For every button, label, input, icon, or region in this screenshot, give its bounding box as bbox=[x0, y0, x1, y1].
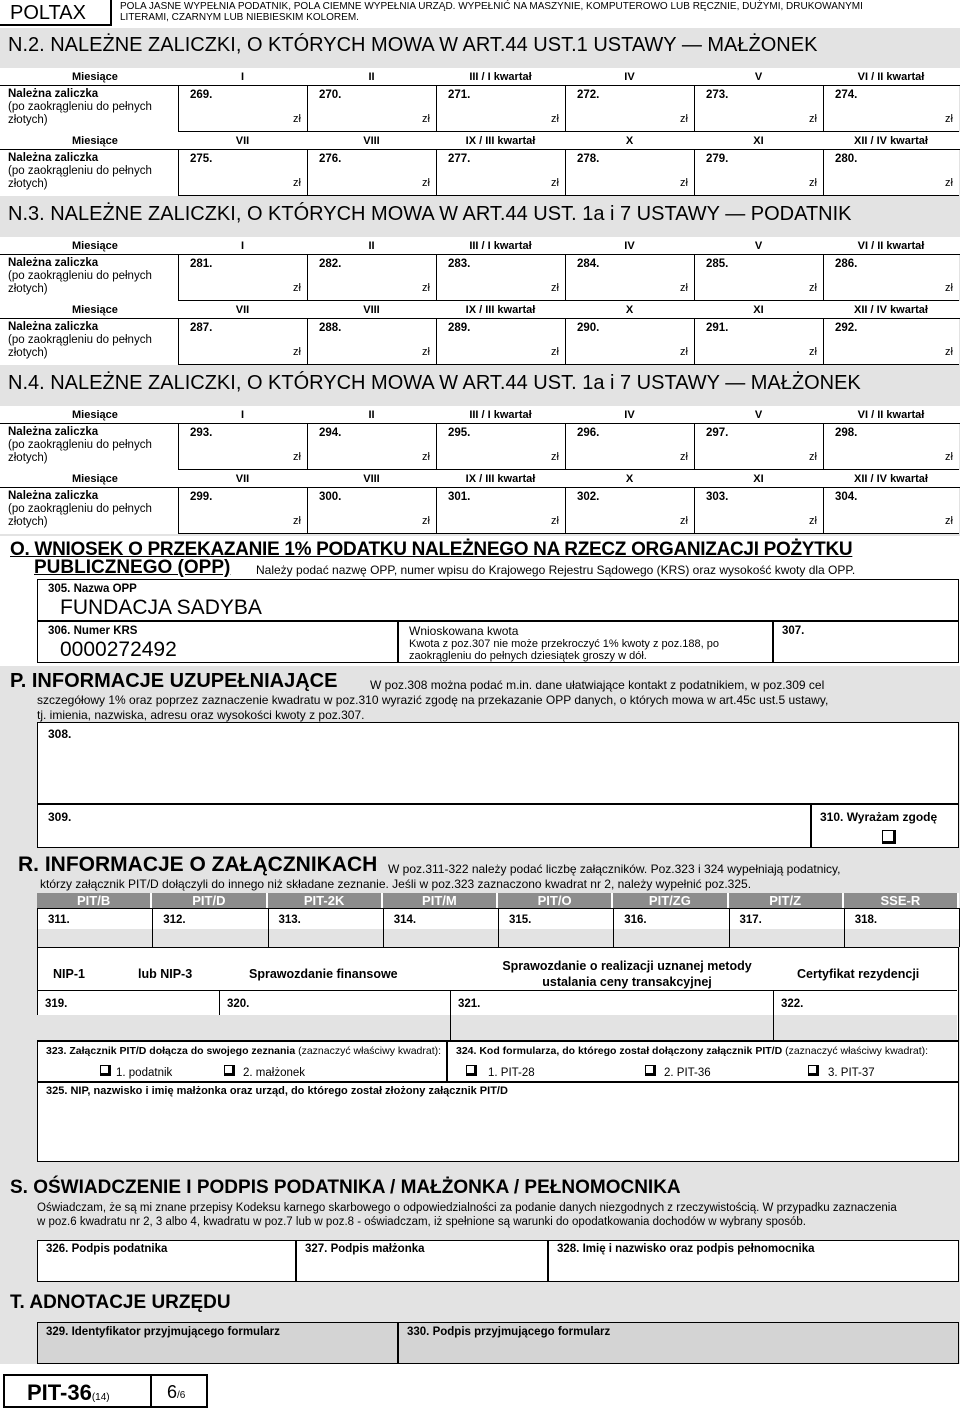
period-header: V bbox=[754, 409, 763, 421]
field-309-label: 309. bbox=[48, 810, 72, 824]
q324-title: 324. Kod formularza, do którego został dołączony załącznik PIT/D bbox=[456, 1045, 783, 1057]
attachment-count-field[interactable] bbox=[268, 908, 384, 947]
advance-field-number: 272. bbox=[577, 89, 600, 101]
advance-field-number: 273. bbox=[706, 89, 729, 101]
f326-label: 326. Podpis podatnika bbox=[46, 1243, 168, 1255]
advance-cell[interactable] bbox=[823, 86, 959, 132]
advance-field-number: 275. bbox=[190, 153, 213, 165]
advance-field-number: 281. bbox=[190, 258, 213, 270]
period-header: III / I kwartał bbox=[469, 71, 532, 83]
advance-cell[interactable] bbox=[565, 488, 694, 534]
field-326-signature[interactable] bbox=[37, 1240, 296, 1282]
field-310-consent[interactable] bbox=[811, 804, 959, 848]
advance-field-number: 290. bbox=[577, 322, 600, 334]
advance-field-number: 283. bbox=[448, 258, 471, 270]
advance-field-number: 270. bbox=[319, 89, 342, 101]
currency-label: zł bbox=[422, 346, 430, 358]
due-advance-label bbox=[0, 488, 178, 534]
period-header: I bbox=[240, 71, 245, 83]
q323-opt-1: 1. podatnik bbox=[116, 1067, 173, 1079]
field-324 bbox=[447, 1041, 959, 1082]
attachment-header bbox=[268, 893, 383, 908]
advance-cell[interactable] bbox=[565, 424, 694, 470]
attachment-count-field[interactable] bbox=[498, 908, 614, 947]
section-n3-title: N.3. NALEŻNE ZALICZKI, O KTÓRYCH MOWA W ART.44 UST. 1a i 7 USTAWY — PODATNIK bbox=[8, 203, 852, 225]
instructions-line2: LITERAMI, CZARNYM LUB NIEBIESKIM KOLOREM. bbox=[120, 12, 359, 23]
period-header: II bbox=[368, 240, 375, 252]
period-header: VI / II kwartał bbox=[857, 240, 925, 252]
currency-label: zł bbox=[680, 177, 688, 189]
currency-label: zł bbox=[945, 346, 953, 358]
attachment-header-label: PIT/D bbox=[192, 893, 226, 908]
months-label: Miesiące bbox=[72, 71, 118, 83]
due-label-line: złotych) bbox=[8, 347, 48, 359]
attachment-field-number: 314. bbox=[393, 914, 417, 926]
advance-field-number: 293. bbox=[190, 427, 213, 439]
doc-report-line1: Sprawozdanie o realizacji uznanej metody bbox=[502, 959, 752, 973]
advance-cell[interactable] bbox=[436, 150, 565, 196]
due-label-line: Należna zaliczka bbox=[8, 257, 99, 269]
period-header: I bbox=[240, 240, 245, 252]
q323-title: Załącznik PIT/D dołącza do swojego zeznania bbox=[69, 1045, 296, 1057]
attachment-field-number: 312. bbox=[163, 914, 186, 926]
currency-label: zł bbox=[422, 177, 430, 189]
period-header: XII / IV kwartał bbox=[854, 135, 928, 147]
period-header: V bbox=[754, 240, 763, 252]
field-305-value: FUNDACJA SADYBA bbox=[60, 596, 262, 619]
attachment-header-label: SSE-R bbox=[880, 893, 921, 908]
q324-pit37-checkbox[interactable] bbox=[808, 1065, 819, 1076]
field-325[interactable] bbox=[37, 1082, 959, 1162]
attachment-count-field[interactable] bbox=[613, 908, 729, 947]
advance-cell[interactable] bbox=[823, 319, 959, 365]
q323-num: 323. bbox=[46, 1045, 67, 1057]
advance-field-number: 278. bbox=[577, 153, 600, 165]
due-label-line: Należna zaliczka bbox=[8, 152, 99, 164]
attachment-header bbox=[613, 893, 728, 908]
due-advance-label bbox=[0, 255, 178, 301]
advance-field-number: 288. bbox=[319, 322, 342, 334]
due-label-line: (po zaokrągleniu do pełnych bbox=[8, 439, 152, 451]
field-308-contact[interactable] bbox=[37, 722, 959, 804]
currency-label: zł bbox=[422, 282, 430, 294]
attachment-shade bbox=[384, 929, 498, 947]
field-322[interactable]: 322. bbox=[781, 998, 804, 1010]
period-header: X bbox=[625, 304, 634, 316]
attachment-field-number: 313. bbox=[278, 914, 301, 926]
q323-note: (zaznaczyć właściwy kwadrat): bbox=[298, 1045, 442, 1057]
amount-note-1: Kwota z poz.307 nie może przekroczyć 1% kwoty z poz.188, po bbox=[409, 638, 719, 650]
field-308-label: 308. bbox=[48, 727, 72, 741]
currency-label: zł bbox=[809, 177, 817, 189]
advance-cell[interactable] bbox=[178, 255, 307, 301]
advance-cell[interactable] bbox=[823, 150, 959, 196]
currency-label: zł bbox=[680, 451, 688, 463]
field-328-proxy[interactable] bbox=[548, 1240, 959, 1282]
field-305-opp-name[interactable] bbox=[37, 579, 959, 621]
currency-label: zł bbox=[551, 282, 559, 294]
attachment-header-label: PIT/ZG bbox=[648, 893, 691, 908]
currency-label: zł bbox=[945, 177, 953, 189]
due-label-line: (po zaokrągleniu do pełnych bbox=[8, 503, 152, 515]
period-header: I bbox=[240, 409, 245, 421]
period-header: II bbox=[368, 409, 375, 421]
q324-pit36-checkbox[interactable] bbox=[645, 1065, 656, 1076]
attachment-shade bbox=[269, 929, 383, 947]
advance-field-number: 287. bbox=[190, 322, 213, 334]
advance-field-number: 269. bbox=[190, 89, 213, 101]
currency-label: zł bbox=[293, 113, 301, 125]
currency-label: zł bbox=[551, 515, 559, 527]
consent-checkbox[interactable] bbox=[882, 830, 896, 844]
advance-field-number: 279. bbox=[706, 153, 729, 165]
period-header: IV bbox=[624, 409, 635, 421]
field-305-label: 305. Nazwa OPP bbox=[48, 583, 137, 595]
section-o-title: O. WNIOSEK O PRZEKAZANIE 1% PODATKU NALEŻNEGO NA RZECZ ORGANIZACJI POŻYTKU bbox=[10, 539, 853, 560]
advance-field-number: 302. bbox=[577, 491, 600, 503]
attachment-header bbox=[844, 893, 959, 908]
advance-cell[interactable] bbox=[307, 86, 436, 132]
attachment-shade bbox=[614, 929, 728, 947]
currency-label: zł bbox=[422, 113, 430, 125]
f329-label: 329. Identyfikator przyjmującego formularz bbox=[46, 1326, 280, 1338]
attachment-shade bbox=[730, 929, 844, 947]
advance-field-number: 271. bbox=[448, 89, 471, 101]
period-header: IV bbox=[624, 240, 635, 252]
due-label-line: (po zaokrągleniu do pełnych bbox=[8, 270, 152, 282]
period-header: II bbox=[368, 71, 375, 83]
months-label: Miesiące bbox=[72, 473, 118, 485]
advance-field-number: 274. bbox=[835, 89, 858, 101]
currency-label: zł bbox=[680, 282, 688, 294]
section-o-title-2: PUBLICZNEGO (OPP) bbox=[34, 557, 231, 578]
advance-field-number: 292. bbox=[835, 322, 858, 334]
section-p-text-2: szczegółowy 1% oraz poprzez zaznaczenie kwadratu w poz.310 wyrazić zgodę na przekazanie OPP danych, o których mowa w art.45c ust.5 ustawy, bbox=[37, 693, 829, 707]
section-r-text-1: W poz.311-322 należy podać liczbę załączników. Poz.323 i 324 wypełniają podatnicy, bbox=[388, 862, 841, 876]
advance-cell[interactable] bbox=[307, 150, 436, 196]
period-header: XI bbox=[753, 473, 764, 485]
attachment-shade bbox=[38, 929, 152, 947]
period-header: XI bbox=[753, 304, 764, 316]
advance-field-number: 291. bbox=[706, 322, 729, 334]
advance-cell[interactable] bbox=[307, 319, 436, 365]
advance-cell[interactable] bbox=[178, 86, 307, 132]
field-306-label: 306. Numer KRS bbox=[48, 625, 138, 637]
footer-form-name: PIT-36 bbox=[27, 1380, 92, 1405]
advance-cell[interactable] bbox=[823, 255, 959, 301]
footer-form-version: (14) bbox=[91, 1392, 110, 1403]
attachment-field-number: 318. bbox=[854, 914, 878, 926]
footer-form-id bbox=[3, 1374, 208, 1408]
period-header: VII bbox=[235, 304, 250, 316]
advance-field-number: 301. bbox=[448, 491, 471, 503]
attachment-header bbox=[498, 893, 613, 908]
period-header: V bbox=[754, 71, 763, 83]
f327-label: 327. Podpis małżonka bbox=[305, 1243, 425, 1255]
field-323 bbox=[37, 1041, 447, 1082]
section-s-text-2: w poz.6 kwadratu nr 2, 3 albo 4, kwadratu w poz.7 lub w poz.8 - oświadczam, iż spełnione są warunki do opodatkowania dochodów w wybrany sposób. bbox=[37, 1216, 807, 1228]
section-r-title: R. INFORMACJE O ZAŁĄCZNIKACH bbox=[18, 853, 378, 876]
attachment-shade bbox=[153, 929, 267, 947]
period-header: VI / II kwartał bbox=[857, 409, 925, 421]
field-307-amount[interactable] bbox=[773, 621, 959, 663]
section-s-text-1: Oświadczam, że są mi znane przepisy Kodeksu karnego skarbowego o odpowiedzialności za podanie danych niezgodnych z rzeczywistością. W przypadku zaznaczenia bbox=[37, 1202, 897, 1214]
period-header: X bbox=[625, 473, 634, 485]
advance-cell[interactable] bbox=[307, 255, 436, 301]
currency-label: zł bbox=[680, 346, 688, 358]
attachment-header-label: PIT/B bbox=[77, 893, 111, 908]
advance-field-number: 297. bbox=[706, 427, 729, 439]
attachment-count-field[interactable] bbox=[152, 908, 268, 947]
currency-label: zł bbox=[809, 515, 817, 527]
attachment-header bbox=[37, 893, 152, 908]
advance-cell[interactable] bbox=[565, 86, 694, 132]
advance-cell[interactable] bbox=[178, 488, 307, 534]
advance-field-number: 299. bbox=[190, 491, 213, 503]
advance-cell[interactable] bbox=[436, 488, 565, 534]
q323-opt-2: 2. małżonek bbox=[243, 1067, 306, 1079]
doc-report-line2: ustalania ceny transakcyjnej bbox=[542, 975, 712, 989]
attachment-shade bbox=[499, 929, 613, 947]
amount-note-2: zaokrągleniu do pełnych dziesiątek groszy w dół. bbox=[409, 650, 647, 662]
advance-cell[interactable] bbox=[565, 150, 694, 196]
field-307-label: 307. bbox=[782, 625, 805, 637]
period-header: X bbox=[625, 135, 634, 147]
currency-label: zł bbox=[680, 515, 688, 527]
period-header: IX / III kwartał bbox=[465, 304, 536, 316]
advance-cell[interactable] bbox=[565, 255, 694, 301]
due-label-line: (po zaokrągleniu do pełnych bbox=[8, 334, 152, 346]
section-o-note: Należy podać nazwę OPP, numer wpisu do Krajowego Rejestru Sądowego (KRS) oraz wysokość kwoty dla OPP. bbox=[256, 563, 856, 577]
advance-field-number: 295. bbox=[448, 427, 471, 439]
period-header: VII bbox=[235, 135, 250, 147]
section-n2-title: N.2. NALEŻNE ZALICZKI, O KTÓRYCH MOWA W ART.44 UST.1 USTAWY — MAŁŻONEK bbox=[8, 34, 818, 56]
currency-label: zł bbox=[293, 346, 301, 358]
currency-label: zł bbox=[945, 451, 953, 463]
advance-field-number: 280. bbox=[835, 153, 858, 165]
advance-cell[interactable] bbox=[178, 424, 307, 470]
currency-label: zł bbox=[809, 113, 817, 125]
months-label: Miesiące bbox=[72, 409, 118, 421]
attachment-field-number: 316. bbox=[624, 914, 647, 926]
months-label: Miesiące bbox=[72, 240, 118, 252]
due-label-line: złotych) bbox=[8, 283, 48, 295]
advance-cell[interactable] bbox=[436, 319, 565, 365]
currency-label: zł bbox=[680, 113, 688, 125]
currency-label: zł bbox=[809, 282, 817, 294]
currency-label: zł bbox=[293, 177, 301, 189]
period-header: XII / IV kwartał bbox=[854, 304, 928, 316]
attachment-count-field[interactable] bbox=[729, 908, 845, 947]
advance-field-number: 289. bbox=[448, 322, 471, 334]
advance-field-number: 303. bbox=[706, 491, 729, 503]
advance-field-number: 285. bbox=[706, 258, 729, 270]
period-header: VIII bbox=[363, 135, 380, 147]
period-header: VI / II kwartał bbox=[857, 71, 925, 83]
field-309-purpose[interactable] bbox=[37, 804, 811, 848]
doc-nip3: lub NIP-3 bbox=[138, 967, 193, 981]
q324-opt-3: 3. PIT-37 bbox=[828, 1067, 875, 1079]
due-label-line: (po zaokrągleniu do pełnych bbox=[8, 165, 152, 177]
currency-label: zł bbox=[293, 515, 301, 527]
currency-label: zł bbox=[293, 451, 301, 463]
section-p-text-1: W poz.308 można podać m.in. dane ułatwiające kontakt z podatnikiem, w poz.309 cel bbox=[370, 678, 825, 692]
currency-label: zł bbox=[293, 282, 301, 294]
attachment-header-label: PIT/Z bbox=[769, 893, 802, 908]
due-advance-label bbox=[0, 150, 178, 196]
section-r-text-2: którzy załącznik PIT/D dołączyli do innego niż składane zeznanie. Jeśli w poz.323 zaznaczono kwadrat nr 2, należy wypełnić poz.325. bbox=[40, 877, 752, 891]
advance-cell[interactable] bbox=[823, 424, 959, 470]
advance-cell[interactable] bbox=[694, 150, 823, 196]
field-306-value: 0000272492 bbox=[60, 638, 177, 661]
attachment-header-label: PIT/O bbox=[537, 893, 572, 908]
advance-field-number: 276. bbox=[319, 153, 342, 165]
q324-opt-1: 1. PIT-28 bbox=[488, 1067, 535, 1079]
currency-label: zł bbox=[551, 346, 559, 358]
currency-label: zł bbox=[422, 451, 430, 463]
section-t-title: T. ADNOTACJE URZĘDU bbox=[10, 1292, 231, 1313]
attachment-count-field[interactable] bbox=[844, 908, 960, 947]
doc-financial-statement: Sprawozdanie finansowe bbox=[249, 967, 398, 981]
field-306-krs[interactable] bbox=[37, 621, 398, 663]
q325-label: 325. NIP, nazwisko i imię małżonka oraz urząd, do którego został złożony załącznik PIT/D bbox=[46, 1085, 508, 1097]
docs-labels bbox=[37, 947, 959, 1041]
due-label-line: złotych) bbox=[8, 452, 48, 464]
currency-label: zł bbox=[809, 346, 817, 358]
attachment-header-label: PIT/M bbox=[422, 893, 457, 908]
advance-cell[interactable] bbox=[694, 86, 823, 132]
attachment-header bbox=[729, 893, 844, 908]
advance-cell[interactable] bbox=[436, 255, 565, 301]
due-label-line: złotych) bbox=[8, 516, 48, 528]
advance-field-number: 300. bbox=[319, 491, 342, 503]
advance-field-number: 284. bbox=[577, 258, 600, 270]
q324-note: (zaznaczyć właściwy kwadrat): bbox=[785, 1045, 929, 1057]
advance-field-number: 296. bbox=[577, 427, 600, 439]
attachment-count-field[interactable] bbox=[383, 908, 499, 947]
advance-cell[interactable] bbox=[694, 319, 823, 365]
field-327-spouse-signature[interactable] bbox=[296, 1240, 548, 1282]
months-label: Miesiące bbox=[72, 304, 118, 316]
f328-label: 328. Imię i nazwisko oraz podpis pełnomocnika bbox=[557, 1243, 815, 1255]
attachment-header bbox=[152, 893, 267, 908]
due-label-line: Należna zaliczka bbox=[8, 321, 99, 333]
doc-residency-cert: Certyfikat rezydencji bbox=[797, 967, 920, 981]
due-label-line: złotych) bbox=[8, 114, 48, 126]
advance-cell[interactable] bbox=[436, 86, 565, 132]
advance-cell[interactable] bbox=[307, 488, 436, 534]
period-header: XII / IV kwartał bbox=[854, 473, 928, 485]
advance-cell[interactable] bbox=[307, 424, 436, 470]
due-advance-label bbox=[0, 86, 178, 132]
currency-label: zł bbox=[551, 113, 559, 125]
field-321[interactable]: 321. bbox=[458, 998, 481, 1010]
field-319[interactable]: 319. bbox=[45, 998, 68, 1010]
q324-opt-2: 2. PIT-36 bbox=[664, 1067, 711, 1079]
amount-info bbox=[398, 621, 773, 663]
advance-field-number: 304. bbox=[835, 491, 858, 503]
advance-cell[interactable] bbox=[436, 424, 565, 470]
doc-nip1: NIP-1 bbox=[53, 967, 85, 981]
attachment-shade bbox=[845, 929, 959, 947]
advance-field-number: 277. bbox=[448, 153, 471, 165]
currency-label: zł bbox=[945, 113, 953, 125]
attachment-field-number: 317. bbox=[739, 914, 762, 926]
advance-cell[interactable] bbox=[178, 150, 307, 196]
field-330 bbox=[398, 1322, 959, 1364]
advance-cell[interactable] bbox=[694, 488, 823, 534]
section-s-title: S. OŚWIADCZENIE I PODPIS PODATNIKA / MAŁŻONKA / PEŁNOMOCNIKA bbox=[10, 1177, 681, 1198]
section-p-text-3: tj. imienia, nazwiska, adresu oraz wysokości kwoty z poz.307. bbox=[37, 708, 365, 722]
period-header: VII bbox=[235, 473, 250, 485]
brand-logo: POLTAX bbox=[0, 0, 112, 26]
advance-field-number: 294. bbox=[319, 427, 342, 439]
q323-spouse-checkbox[interactable] bbox=[224, 1065, 235, 1076]
currency-label: zł bbox=[945, 282, 953, 294]
advance-cell[interactable] bbox=[694, 424, 823, 470]
period-header: III / I kwartał bbox=[469, 240, 532, 252]
footer-page: 6 bbox=[167, 1382, 178, 1402]
due-label-line: Należna zaliczka bbox=[8, 490, 99, 502]
period-header: XI bbox=[753, 135, 764, 147]
section-p-title: P. INFORMACJE UZUPEŁNIAJĄCE bbox=[10, 670, 338, 692]
section-n4-title: N.4. NALEŻNE ZALICZKI, O KTÓRYCH MOWA W ART.44 UST. 1a i 7 USTAWY — MAŁŻONEK bbox=[8, 372, 861, 394]
field-320[interactable]: 320. bbox=[227, 998, 250, 1010]
currency-label: zł bbox=[551, 451, 559, 463]
f330-label: 330. Podpis przyjmującego formularz bbox=[407, 1326, 611, 1338]
period-header: IX / III kwartał bbox=[465, 473, 536, 485]
months-label: Miesiące bbox=[72, 135, 118, 147]
advance-field-number: 282. bbox=[319, 258, 342, 270]
field-329 bbox=[37, 1322, 398, 1364]
due-label-line: (po zaokrągleniu do pełnych bbox=[8, 101, 152, 113]
advance-field-number: 286. bbox=[835, 258, 858, 270]
currency-label: zł bbox=[551, 177, 559, 189]
attachment-header-label: PIT-2K bbox=[303, 893, 345, 908]
period-header: VIII bbox=[363, 304, 380, 316]
period-header: IV bbox=[624, 71, 635, 83]
due-label-line: Należna zaliczka bbox=[8, 88, 99, 100]
instructions bbox=[120, 1, 863, 23]
attachment-field-number: 315. bbox=[509, 914, 532, 926]
q324-pit28-checkbox[interactable] bbox=[466, 1065, 477, 1076]
advance-cell[interactable] bbox=[565, 319, 694, 365]
q323-taxpayer-checkbox[interactable] bbox=[100, 1065, 111, 1076]
due-advance-label bbox=[0, 319, 178, 365]
due-advance-label bbox=[0, 424, 178, 470]
currency-label: zł bbox=[422, 515, 430, 527]
instructions-line1: POLA JASNE WYPEŁNIA PODATNIK, POLA CIEMNE WYPEŁNIA URZĄD. WYPEŁNIĆ NA MASZYNIE, KOMPUTEROWO LUB RĘCZNIE, DUŻYMI, DRUKOWANYMI bbox=[120, 1, 863, 12]
attachment-field-number: 311. bbox=[48, 914, 70, 926]
due-label-line: złotych) bbox=[8, 178, 48, 190]
advance-cell[interactable] bbox=[823, 488, 959, 534]
advance-field-number: 298. bbox=[835, 427, 858, 439]
period-header: III / I kwartał bbox=[469, 409, 532, 421]
currency-label: zł bbox=[809, 451, 817, 463]
advance-cell[interactable] bbox=[694, 255, 823, 301]
attachment-header bbox=[383, 893, 498, 908]
due-label-line: Należna zaliczka bbox=[8, 426, 99, 438]
advance-cell[interactable] bbox=[178, 319, 307, 365]
field-310-label: 310. Wyrażam zgodę bbox=[820, 810, 938, 824]
period-header: VIII bbox=[363, 473, 380, 485]
footer-pages-total: /6 bbox=[177, 1390, 186, 1401]
attachment-count-field[interactable] bbox=[37, 908, 153, 947]
currency-label: zł bbox=[945, 515, 953, 527]
amount-label: Wnioskowana kwota bbox=[409, 624, 519, 638]
period-header: IX / III kwartał bbox=[465, 135, 536, 147]
